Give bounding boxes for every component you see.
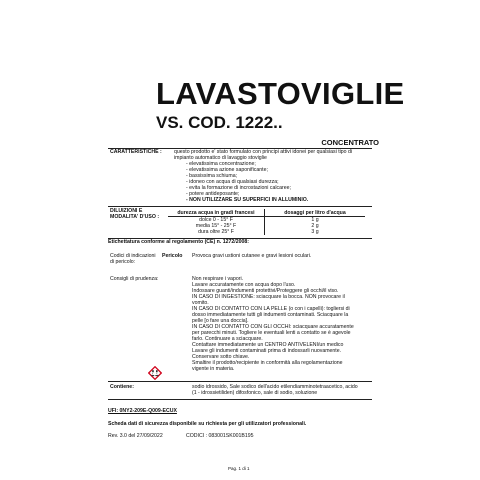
product-title: LAVASTOVIGLIE [156,76,405,111]
caratteristiche-line: questo prodotto e' stato formulato con principi attivi idonei per qualsiasi tipo di [174,149,353,155]
etichettatura-heading: Etichettatura conforme al regolamento (CE) n. 1272/2008: [108,239,249,245]
contiene-line: sodio idrossido, Sale sodico dell'acido etilendiamminotetraacetico, acido [192,384,358,390]
pericolo-label [110,253,156,265]
dosage-header-row [168,209,365,217]
caratteristiche-line: - potere antideposante; [186,191,240,197]
prudenza-line: IN CASO DI CONTATTO CON LA PELLE (o con i capelli): togliersi di [192,306,350,312]
product-codes: CODICI : 083001SK001B195 [186,433,254,439]
prudenza-line: farlo. Continuare a sciacquare. [192,336,263,342]
signal-word: Pericolo [162,253,183,259]
caratteristiche-line: - evita la formazione di incrostazioni calcaree; [186,185,291,191]
prudenza-line: per parecchi minuti. Togliere le eventuali lenti a contatto se è agevole [192,330,351,336]
concentrato-badge: CONCENTRATO [321,138,379,147]
dosaggio-cell: 1 g [311,217,319,223]
prudenza-line: Lavare gli indumenti contaminati prima di indossarli nuovamente. [192,348,342,354]
prudenza-line: Contattare immediatamente un CENTRO ANTIVELENI/un medico [192,342,344,348]
durezza-cell: dura oltre 25° F [168,229,265,235]
caratteristiche-line: - elevatissima azione saponificante; [186,167,268,173]
caratteristiche-line: - elevatissima concentrazione; [186,161,256,167]
product-code: VS. COD. 1222.. [156,113,283,132]
pericolo-label-line: di pericolo: [110,259,136,265]
caratteristiche-text [174,149,352,203]
prudenza-line: IN CASO DI CONTATTO CON GLI OCCHI: sciacquare accuratamente [192,324,354,330]
prudenza-line: Indossare guanti/indumenti protettivi/Proteggere gli occhi/il viso. [192,288,339,294]
rule-contiene [108,399,372,400]
caratteristiche-line: - idoneo con acqua di qualsiasi durezza; [186,179,279,185]
contiene-line: (1 - idrossietiliden) difosfonico, sale di sodio, soluzione [192,390,318,396]
diluizioni-label-line: MODALITA' D'USO : [110,214,160,220]
prudenza-line: Smaltire il prodotto/recipiente in conformità alla regolamentazione [192,360,343,366]
dosage-col-dosaggi: dosaggi per litro d'acqua [265,209,366,217]
prudenza-text [192,276,354,372]
caratteristiche-line: - bassissima schiuma; [186,173,238,179]
contiene-label: Contiene: [110,384,134,390]
prudenza-line: vomito. [192,300,209,306]
durezza-cell: dolce 0 - 15° F [168,217,265,224]
revision: Rev. 3.0 del 27/09/2022 [108,433,163,439]
table-row [168,229,365,235]
caratteristiche-line: impianto automatico di lavaggio stoviglie [174,155,267,161]
ufi-code: UFI: 0NY2-209E-Q009-ECUX [108,408,177,414]
caratteristiche-warning: - NON UTILIZZARE SU SUPERFICI IN ALLUMINIO. [186,197,309,203]
prudenza-line: pelle [o fare una doccia]. [192,318,249,324]
pericolo-label-line: Codici di indicazioni [110,253,156,259]
prudenza-line: Non respirare i vapori. [192,276,244,282]
rule-caratteristiche [108,206,372,207]
caratteristiche-label: CARATTERISTICHE : [110,149,162,155]
dosaggio-cell: 2 g [311,223,319,229]
dosage-table [168,209,365,235]
rule-prudenza [108,381,372,382]
scheda-note: Scheda dati di sicurezza disponibile su richiesta per gli utilizzatori professionali. [108,421,307,427]
prudenza-line: dosso immediatamente tutti gli indumenti contaminati. Sciacquare la [192,312,349,318]
corrosive-hazard-icon [148,366,162,380]
diluizioni-label-line: DILUIZIONI E [110,208,143,214]
prudenza-label: Consigli di prudenza: [110,276,159,282]
prudenza-line: Lavare accuratamente con acqua dopo l'uso. [192,282,296,288]
contiene-text [192,384,358,396]
dosaggio-cell: 3 g [311,229,319,235]
prudenza-line: Conservare sotto chiave. [192,354,250,360]
pericolo-text: Provoca gravi ustioni cutanee e gravi lesioni oculari. [192,253,312,259]
durezza-cell: media 15° - 25° F [168,223,265,229]
diluizioni-label [110,208,159,220]
page-number: Pag. 1 di 1 [228,466,250,471]
dosage-col-durezza: durezza acqua in gradi francesi [168,209,265,217]
prudenza-line: IN CASO DI INGESTIONE: sciacquare la bocca. NON provocare il [192,294,345,300]
prudenza-line: vigente in materia. [192,366,235,372]
